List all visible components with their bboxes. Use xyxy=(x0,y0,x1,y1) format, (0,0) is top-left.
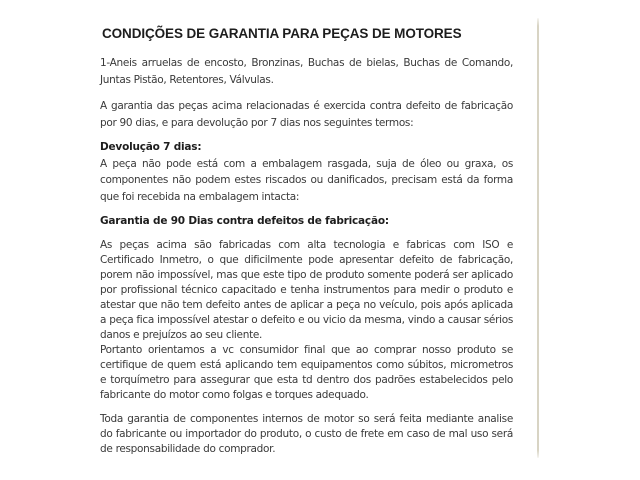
warranty-90-days-body-2: Portanto orientamos a vc consumidor final que ao comprar nosso produto se certifique de quem está aplicando tem equipamentos como súbitos, micrometros e torquímetro para assegurar que esta td dentro dos padrões estabelecidos pelo fabricante do motor como folgas e torques adequado. xyxy=(100,343,513,401)
warranty-90-days-heading: Garantia de 90 Dias contra defeitos de fabricação: xyxy=(100,215,389,227)
covered-parts-list: 1-Aneis arruelas de encosto, Bronzinas, Buchas de bielas, Buchas de Comando, Juntas Pistão, Retentores, Válvulas. xyxy=(100,57,513,86)
return-policy-body: A peça não pode está com a embalagem rasgada, suja de óleo ou graxa, os componentes não podem estes riscados ou danificados, precisam está da forma que foi recebida na embalagem intacta: xyxy=(100,157,513,203)
warranty-document xyxy=(100,25,513,457)
page-edge-divider-line xyxy=(537,18,539,458)
return-policy-heading: Devolução 7 dias: xyxy=(100,141,202,153)
warranty-terms-intro: A garantia das peças acima relacionadas é exercida contra defeito de fabricação por 90 dias, e para devolução por 7 dias nos seguintes termos: xyxy=(100,100,513,129)
document-title: CONDIÇÕES DE GARANTIA PARA PEÇAS DE MOTORES xyxy=(102,26,462,41)
closing-note: Toda garantia de componentes internos de motor so será feita mediante analise do fabricante ou importador do produto, o custo de frete em caso de mal uso será de responsabilidade do comprador. xyxy=(100,412,513,455)
warranty-90-days-body-1: As peças acima são fabricadas com alta tecnologia e fabricas com ISO e Certificado Inmetro, o que dificilmente pode apresentar defeito de fabricação, porem não impossível, mas que este tipo de produto somente poderá ser aplicado por profissional técnico capacitado e tenha instrumentos para medir o produto e atestar que não tem defeito antes de aplicar a peça no veículo, pois após aplicada a peça fica impossível atestar o defeito e ou vicio da mesma, vindo a causar sérios danos e prejuízos ao seu cliente. xyxy=(100,238,513,341)
